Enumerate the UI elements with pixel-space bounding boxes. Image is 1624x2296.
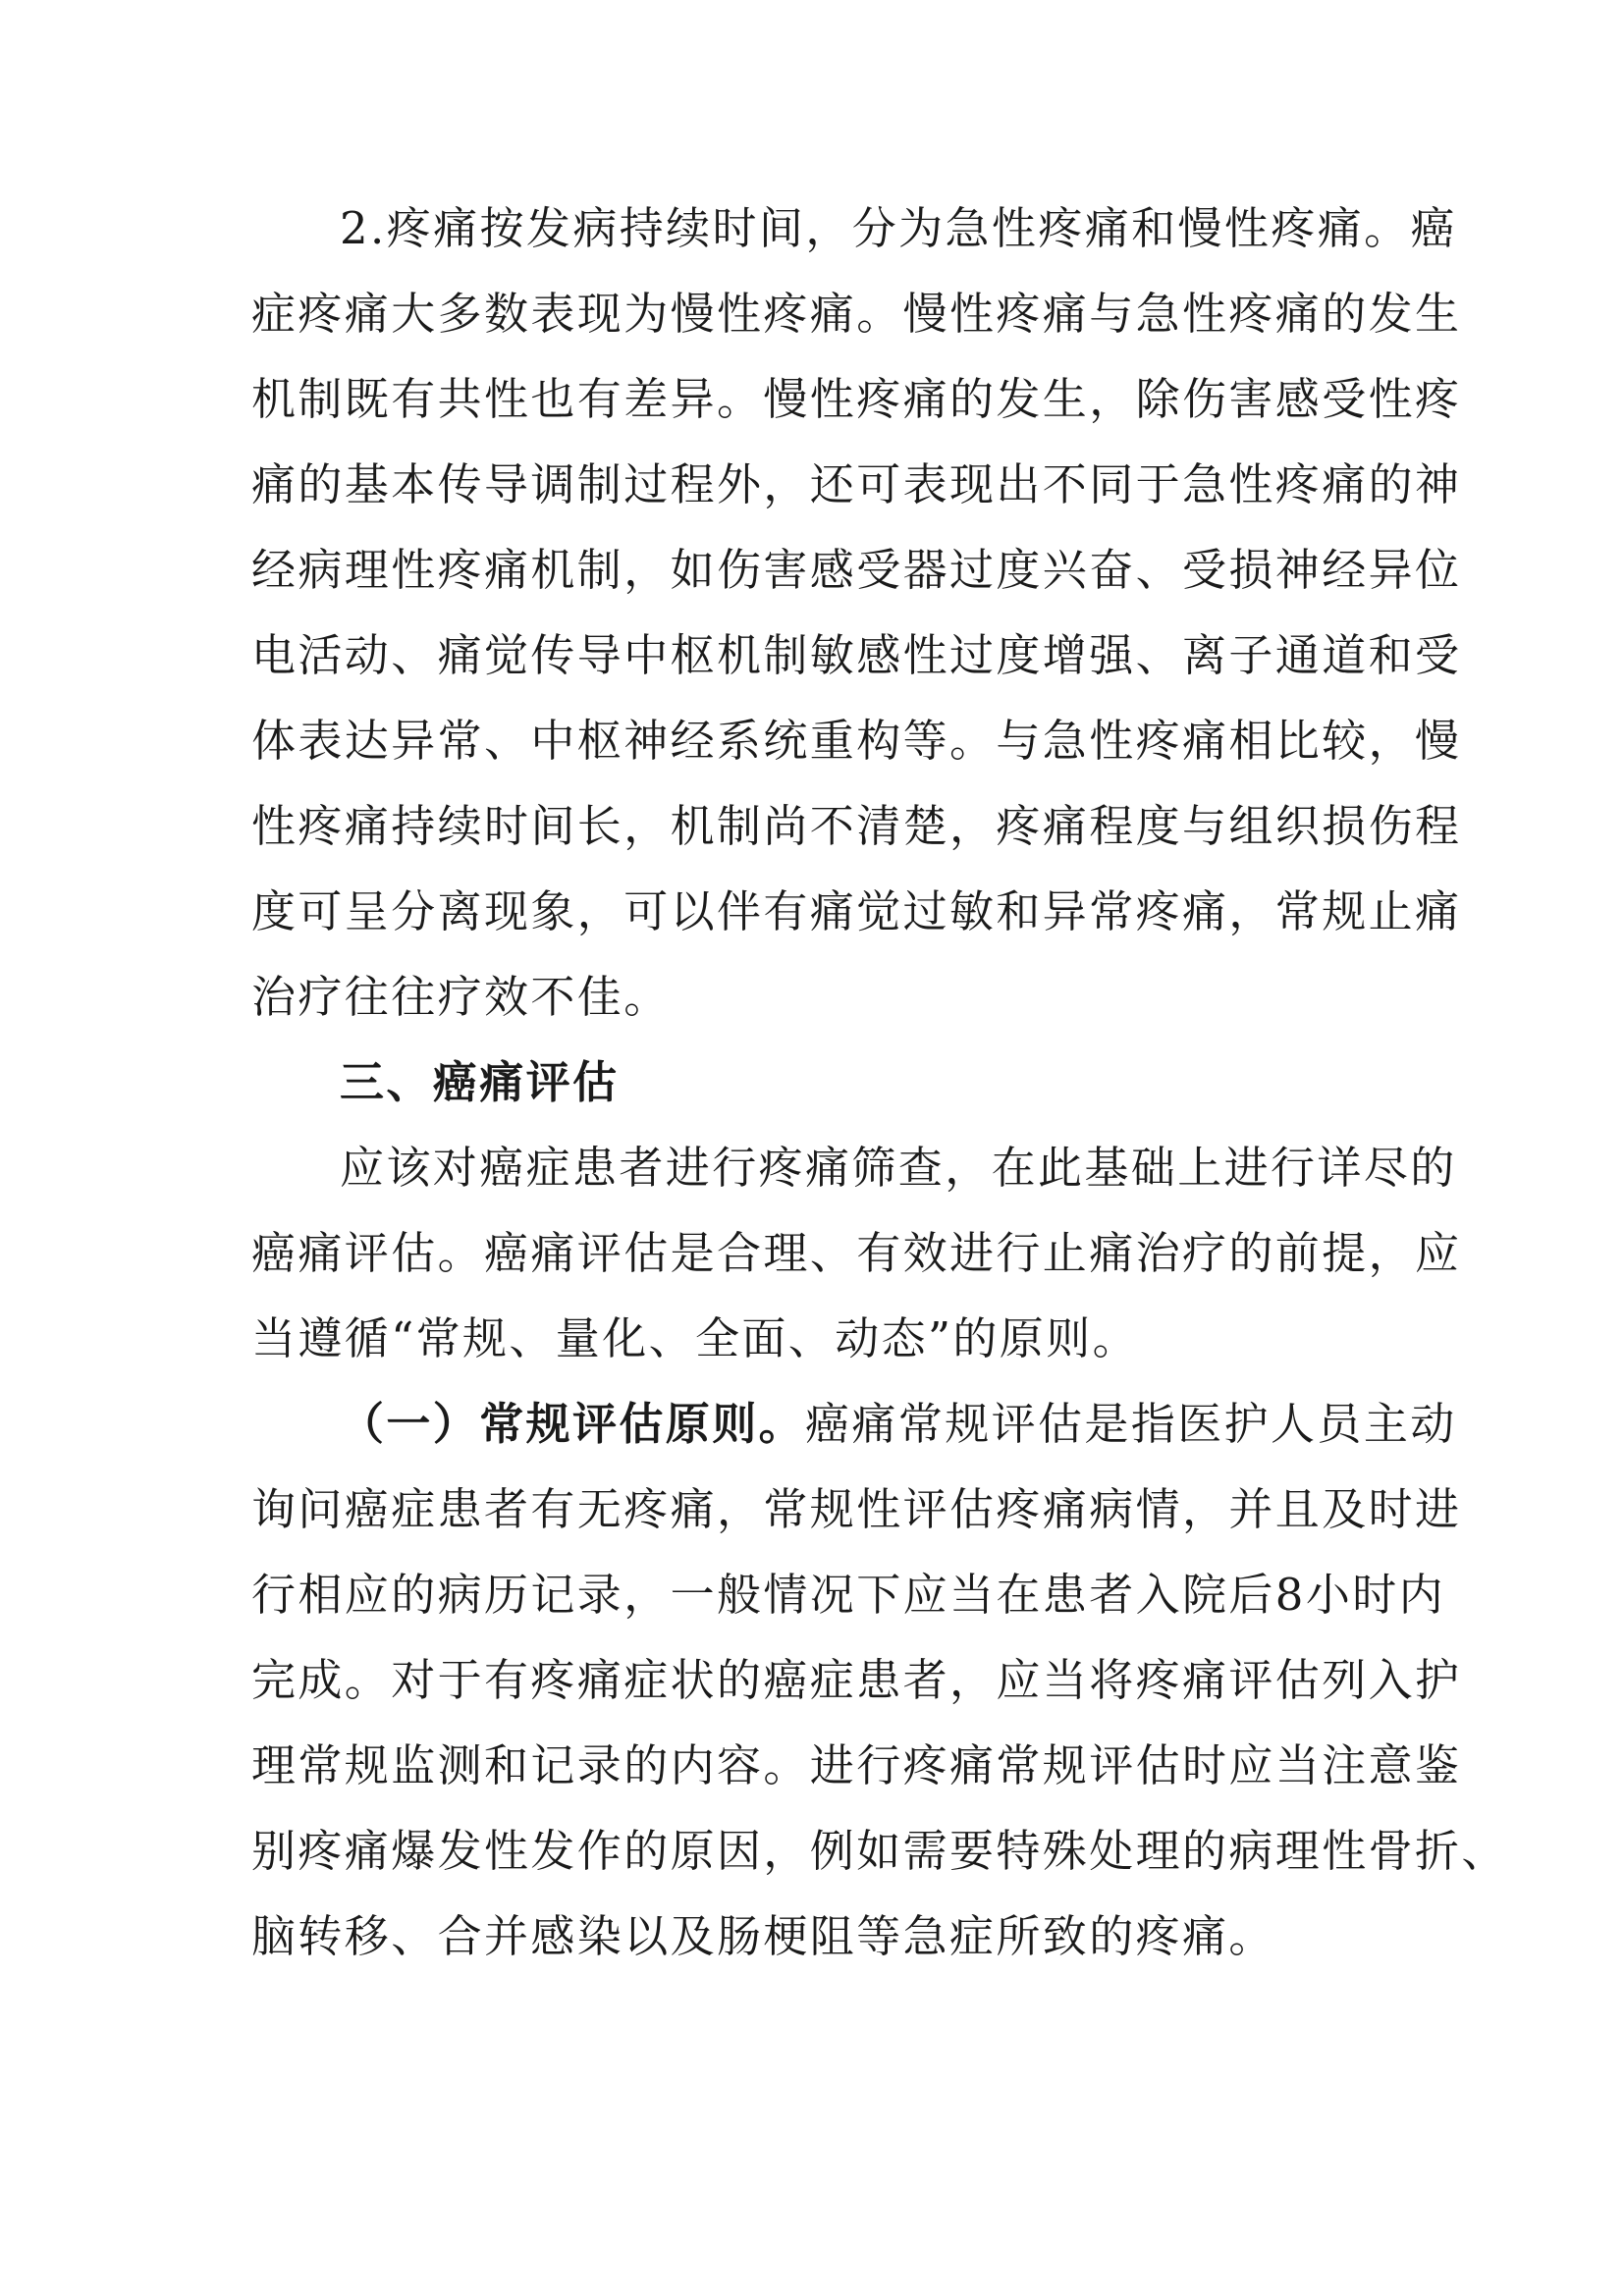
section-heading: 三、癌痛评估 <box>340 1056 620 1108</box>
paragraph-line: 治疗往往疗效不佳。 <box>251 971 671 1023</box>
paragraph-line: 当遵循“常规、量化、全面、动态”的原则。 <box>251 1312 1140 1364</box>
paragraph-line: 痛的基本传导调制过程外，还可表现出不同于急性疼痛的神 <box>251 458 1462 510</box>
paragraph-line: 癌痛评估。癌痛评估是合理、有效进行止痛治疗的前提，应 <box>251 1227 1462 1279</box>
paragraph-line: 症疼痛大多数表现为慢性疼痛。慢性疼痛与急性疼痛的发生 <box>251 288 1462 340</box>
paragraph-line: 理常规监测和记录的内容。进行疼痛常规评估时应当注意鉴 <box>251 1739 1462 1791</box>
paragraph-line: 行相应的病历记录，一般情况下应当在患者入院后8小时内 <box>251 1569 1446 1621</box>
paragraph-line: 经病理性疼痛机制，如伤害感受器过度兴奋、受损神经异位 <box>251 544 1462 596</box>
paragraph-line: 电活动、痛觉传导中枢机制敏感性过度增强、离子通道和受 <box>251 629 1462 681</box>
paragraph-line: 脑转移、合并感染以及肠梗阻等急症所致的疼痛。 <box>251 1910 1275 1962</box>
subsection-first-line <box>340 1395 1508 1454</box>
paragraph-line: 别疼痛爆发性发作的原因，例如需要特殊处理的病理性骨折、 <box>251 1825 1508 1877</box>
paragraph-line: 性疼痛持续时间长，机制尚不清楚，疼痛程度与组织损伤程 <box>251 800 1462 852</box>
paragraph-line: 机制既有共性也有差异。慢性疼痛的发生，除伤害感受性疼 <box>251 373 1462 425</box>
paragraph-line: 应该对癌症患者进行疼痛筛查，在此基础上进行详尽的 <box>340 1142 1457 1194</box>
paragraph-line: 完成。对于有疼痛症状的癌症患者，应当将疼痛评估列入护 <box>251 1654 1462 1706</box>
paragraph-line: 度可呈分离现象，可以伴有痛觉过敏和异常疼痛，常规止痛 <box>251 885 1462 937</box>
paragraph-line: 体表达异常、中枢神经系统重构等。与急性疼痛相比较，慢 <box>251 715 1462 767</box>
paragraph-line: 询问癌症患者有无疼痛，常规性评估疼痛病情，并且及时进 <box>251 1483 1462 1535</box>
subsection-title: （一）常规评估原则。 <box>340 1398 806 1450</box>
subsection-first-line-text: 癌痛常规评估是指医护人员主动 <box>805 1398 1457 1450</box>
paragraph-line: 2.疼痛按发病持续时间，分为急性疼痛和慢性疼痛。癌 <box>340 202 1457 254</box>
